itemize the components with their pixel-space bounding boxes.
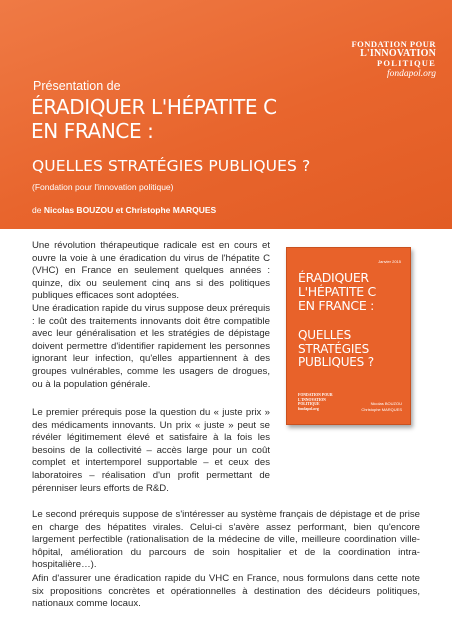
paragraph-intro: Une révolution thérapeutique radicale est en cours et ouvre la voie à une éradication du virus de l'hépatite C (VHC) en France en seulement quelques années : quinze, dix ou seulement cinq ans si des politiques publiques efficaces sont adoptées. — [32, 240, 270, 302]
book-author1: Nicolas BOUZOU — [370, 401, 402, 406]
book-authors — [361, 401, 402, 412]
logo-line3: POLITIQUE — [377, 58, 436, 69]
logo-url[interactable]: fondapol.org — [387, 69, 436, 80]
book-title-line3: EN FRANCE : — [298, 298, 375, 313]
book-title-line2: L'HÉPATITE C — [298, 284, 376, 299]
book-title — [298, 271, 376, 313]
book-subtitle — [298, 329, 374, 370]
title-line2: EN FRANCE : — [31, 119, 154, 143]
book-logo-line2: L'INNOVATION — [298, 397, 326, 402]
book-cover[interactable] — [286, 247, 411, 425]
paragraph-second-prerequisite: Le second prérequis suppose de s'intéresser au système français de dépistage et de prise en charge des hépatites virales. Celui-ci s'avère assez performant, bien qu'encore largement perfectible (rationalisation de la médecine de ville, meilleure coordination ville-hôpital, amélioration du parcours de soin hospitalier et de la coordination intra-hospitalière…). — [32, 509, 420, 571]
authors-prefix: de — [32, 205, 44, 215]
title-line1: ÉRADIQUER L'HÉPATITE C — [31, 95, 277, 119]
book-author2: Christophe MARQUES — [361, 406, 402, 412]
logo-line2: L'INNOVATION — [360, 47, 436, 59]
book-sub-line2: STRATÉGIES — [298, 341, 370, 356]
book-sub-line1: QUELLES — [298, 328, 351, 342]
authors-line — [32, 205, 216, 215]
logo-line1: FONDATION POUR — [351, 39, 436, 49]
book-logo — [298, 393, 333, 411]
paragraph-proposals: Afin d'assurer une éradication rapide du VHC en France, nous formulons dans cette note six propositions concrètes et opérationnelles à destination des décideurs politiques, nationaux comme locaux. — [32, 573, 420, 610]
book-date: Janvier 2015 — [378, 259, 401, 264]
book-logo-line1: FONDATION POUR — [298, 393, 333, 397]
authors-names: Nicolas BOUZOU et Christophe MARQUES — [43, 205, 217, 215]
source-label: (Fondation pour l'innovation politique) — [32, 182, 174, 192]
page-title — [31, 95, 277, 143]
header-banner — [0, 0, 452, 229]
presentation-label: Présentation de — [33, 79, 121, 93]
paragraph-prerequisites: Une éradication rapide du virus suppose deux prérequis : le coût des traitements innovants doit être compatible avec leur généralisation et les stratégies de dépistage doivent permettre d'identifier rapidement les personnes ignorant leur infection, qu'elles appartiennent à des groupes vulnérables, comme les usagers de drogues, ou à la population générale. — [32, 303, 270, 390]
book-logo-line4: fondapol.org — [298, 406, 319, 411]
paragraph-first-prerequisite: Le premier prérequis pose la question du « juste prix » des médicaments innovants. Un prix « juste » peut se révéler légitimement élevé et satisfaire à la fois les besoins de la collectivité – accès large pour un coût complet et intertemporel supportable – et ceux des laboratoires – réalisation d'un profit permettant de pérenniser leurs efforts de R&D. — [32, 407, 270, 494]
book-sub-line3: PUBLIQUES ? — [298, 355, 374, 369]
fondapol-logo[interactable] — [351, 40, 436, 80]
book-title-line1: ÉRADIQUER — [298, 270, 369, 285]
book-logo-line3: POLITIQUE — [298, 402, 320, 406]
page-subtitle: QUELLES STRATÉGIES PUBLIQUES ? — [32, 157, 311, 175]
